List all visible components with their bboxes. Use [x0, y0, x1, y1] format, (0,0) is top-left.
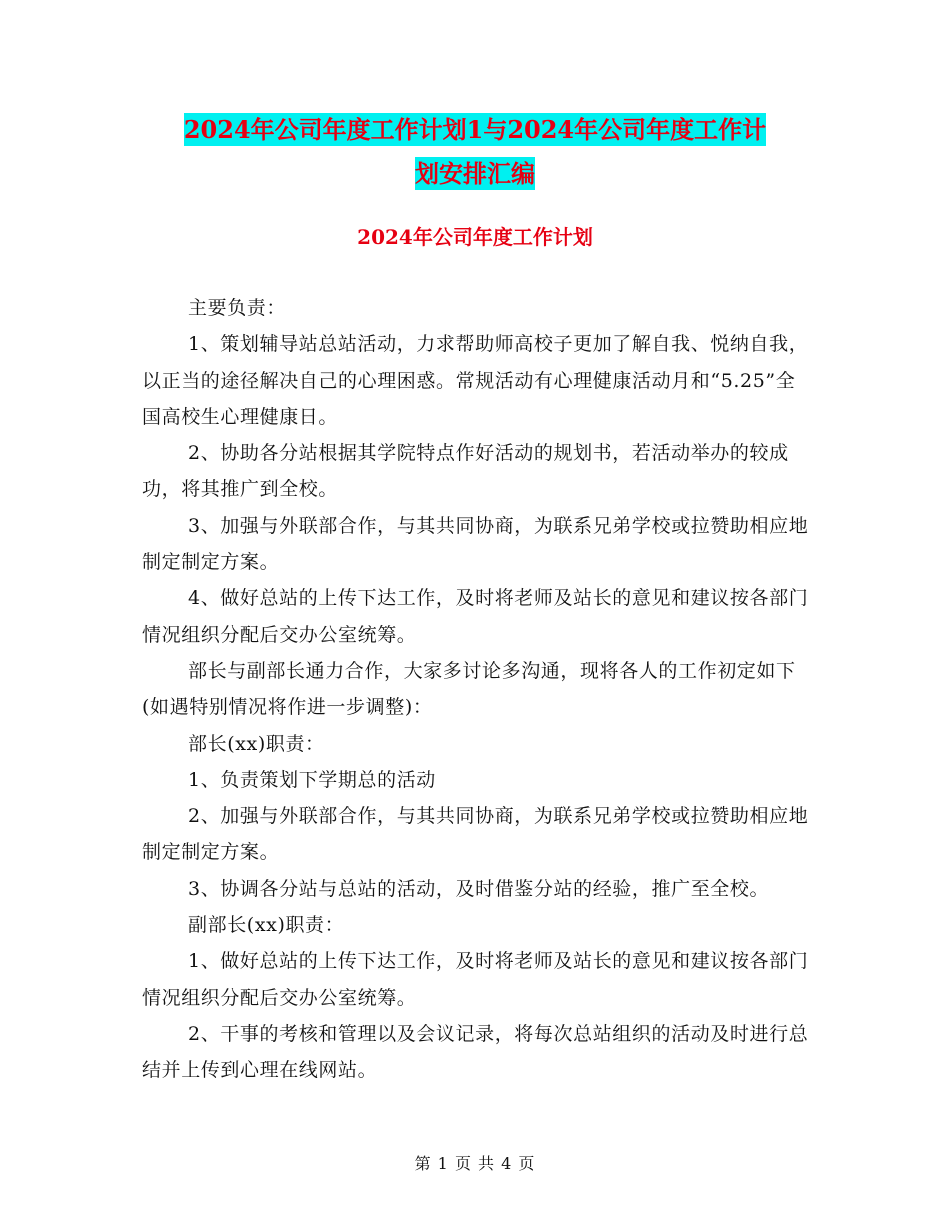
paragraph: 部长与副部长通力合作，大家多讨论多沟通，现将各人的工作初定如下(如遇特别情况将作进一步调整)：	[142, 659, 796, 719]
paragraph: 4、做好总站的上传下达工作，及时将老师及站长的意见和建议按各部门情况组织分配后交办公室统筹。	[142, 587, 809, 646]
page-footer: 第 1 页 共 4 页	[414, 1154, 536, 1173]
paragraph: 1、策划辅导站总站活动，力求帮助师高校子更加了解自我、悦纳自我，以正当的途径解决自己的心理困惑。常规活动有心理健康活动月和“5.25”全国高校生心理健康日。	[142, 333, 809, 428]
paragraph: 副部长(xx)职责：	[188, 914, 345, 937]
paragraph: 2、加强与外联部合作，与其共同协商，为联系兄弟学校或拉赞助相应地制定制定方案。	[142, 805, 809, 864]
paragraph: 2、干事的考核和管理以及会议记录，将每次总站组织的活动及时进行总结并上传到心理在线网站。	[142, 1022, 809, 1082]
paragraph: 2、协助各分站根据其学院特点作好活动的规划书，若活动举办的较成功，将其推广到全校。	[142, 442, 789, 501]
title-line-1: 2024年公司年度工作计划1与2024年公司年度工作计	[183, 115, 767, 144]
paragraph: 3、加强与外联部合作，与其共同协商，为联系兄弟学校或拉赞助相应地制定制定方案。	[142, 514, 809, 574]
paragraph: 1、做好总站的上传下达工作，及时将老师及站长的意见和建议按各部门情况组织分配后交办公室统筹。	[142, 950, 809, 1009]
document-body	[142, 290, 814, 1089]
document-title	[0, 108, 950, 196]
section-subtitle: 2024年公司年度工作计划	[357, 225, 593, 249]
paragraph: 3、协调各分站与总站的活动，及时借鉴分站的经验，推广至全校。	[188, 877, 770, 900]
title-line-2: 划安排汇编	[415, 159, 535, 188]
paragraph: 部长(xx)职责：	[188, 732, 325, 755]
paragraph: 主要负责：	[188, 297, 287, 319]
paragraph: 1、负责策划下学期总的活动	[188, 768, 436, 791]
